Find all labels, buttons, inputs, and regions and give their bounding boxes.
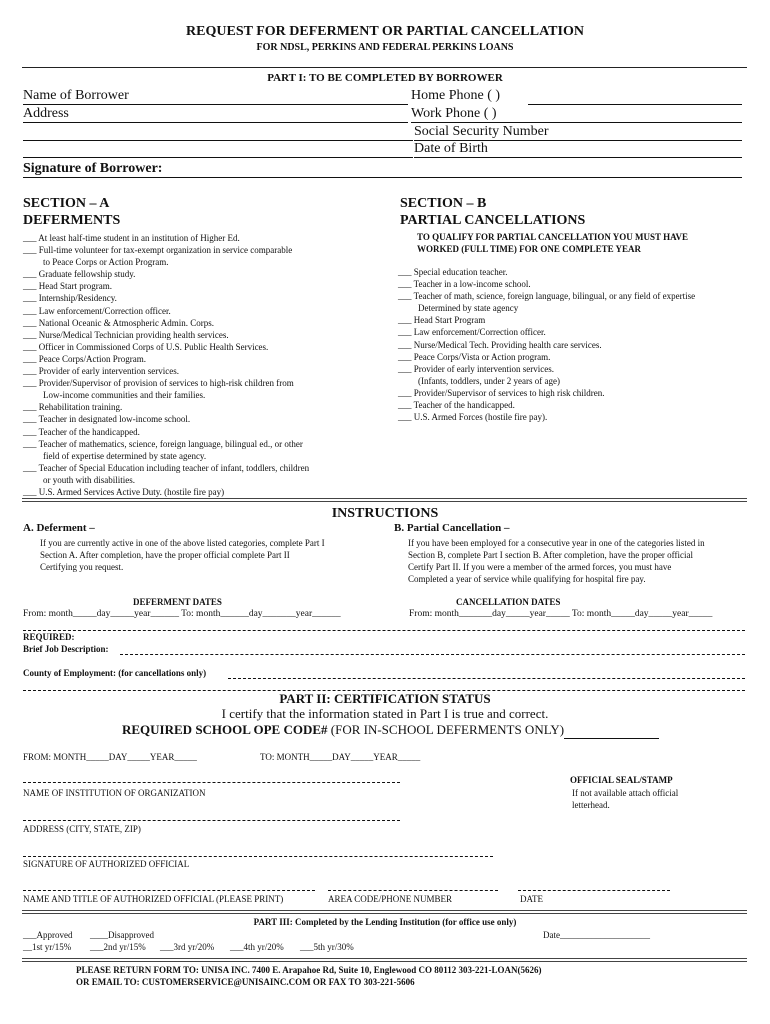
list-item: or youth with disabilities. [43, 474, 135, 485]
job-description-field[interactable] [120, 654, 745, 655]
phone-field[interactable] [328, 890, 498, 891]
date-field[interactable] [518, 890, 670, 891]
list-item[interactable]: ___ Provider of early intervention services. [398, 363, 554, 374]
list-item[interactable]: ___ Head Start Program [398, 315, 486, 326]
seal-title: OFFICIAL SEAL/STAMP [570, 775, 673, 785]
phone-label: AREA CODE/PHONE NUMBER [328, 894, 453, 904]
address-label: Address [23, 106, 69, 121]
list-item[interactable]: ___ Law enforcement/Correction officer. [398, 327, 546, 338]
rule [23, 630, 745, 631]
disapproved-checkbox[interactable]: ____Disapproved [90, 930, 154, 940]
list-item: to Peace Corps or Action Program. [43, 257, 169, 268]
address-field-official[interactable] [23, 820, 400, 821]
list-item[interactable]: ___ Provider/Supervisor of services to high risk children. [398, 387, 605, 398]
return-address: PLEASE RETURN FORM TO: UNISA INC. 7400 E. Arapahoe Rd, Suite 10, Englewood CO 80112 303-221-LOAN(5626) [76, 965, 542, 975]
part3-date-field[interactable]: Date____________________ [543, 930, 650, 940]
county-label: County of Employment: (for cancellations only) [23, 668, 207, 678]
list-item: (Infants, toddlers, under 2 years of age) [418, 375, 560, 386]
approved-checkbox[interactable]: ___Approved [23, 930, 73, 940]
instruction-line: If you are currently active in one of the above listed categories, complete Part I [40, 538, 325, 548]
cert-from-field[interactable]: FROM: MONTH_____DAY_____YEAR_____ [23, 752, 197, 762]
list-item[interactable]: ___ Teacher of math, science, foreign language, bilingual, or any field of expertise [398, 291, 696, 302]
seal-note: letterhead. [572, 800, 610, 810]
ope-code-note: (FOR IN-SCHOOL DEFERMENTS ONLY) [327, 722, 565, 737]
instructions-title: INSTRUCTIONS [331, 506, 439, 521]
list-item[interactable]: ___ Peace Corps/Action Program. [23, 353, 146, 364]
address-line3-field[interactable] [23, 157, 413, 158]
institution-label: NAME OF INSTITUTION OF ORGANIZATION [23, 788, 206, 798]
deferment-instr-title: A. Deferment – [23, 522, 95, 534]
section-a-list [23, 232, 309, 498]
work-phone-label: Work Phone ( ) [411, 106, 497, 121]
list-item[interactable]: ___ Teacher in designated low-income school. [23, 414, 191, 425]
address-field[interactable] [23, 122, 408, 123]
cert-to-field[interactable]: TO: MONTH_____DAY_____YEAR_____ [260, 752, 421, 762]
list-item[interactable]: ___ Nurse/Medical Tech. Providing health care services. [398, 339, 602, 350]
address-line2-field[interactable] [23, 140, 413, 141]
ssn-label: Social Security Number [414, 124, 549, 139]
instruction-line: If you have been employed for a consecutive year in one of the categories listed in [408, 538, 705, 548]
official-name-label: NAME AND TITLE OF AUTHORIZED OFFICIAL (PLEASE PRINT) [23, 894, 284, 904]
required-label: REQUIRED: [23, 632, 75, 642]
signature-field[interactable] [23, 177, 742, 178]
signature-label: Signature of Borrower: [23, 161, 163, 176]
year-2-checkbox[interactable]: ___2nd yr/15% [90, 942, 146, 952]
instruction-line: Completed a year of service while qualifying for hospital fire pay. [408, 574, 646, 584]
part1-heading: PART I: TO BE COMPLETED BY BORROWER [267, 72, 503, 84]
divider [22, 958, 747, 962]
list-item[interactable]: ___ Peace Corps/Vista or Action program. [398, 351, 551, 362]
borrower-name-field[interactable] [23, 104, 408, 105]
list-item[interactable]: ___ Teacher of the handicapped. [398, 400, 515, 411]
list-item[interactable]: ___ Graduate fellowship study. [23, 269, 136, 280]
list-item[interactable]: ___ Teacher of mathematics, science, foreign language, bilingual ed., or other [23, 438, 303, 449]
ope-code-label: REQUIRED SCHOOL OPE CODE# [122, 722, 328, 737]
home-phone-field[interactable] [528, 104, 742, 105]
dob-field[interactable] [414, 157, 742, 158]
list-item[interactable]: ___ Provider/Supervisor of provision of services to high-risk children from [23, 378, 294, 389]
seal-note: If not available attach official [572, 788, 679, 798]
job-description-label: Brief Job Description: [23, 644, 109, 654]
divider [22, 67, 747, 68]
instruction-line: Section B, complete Part I section B. After completion, have the proper official [408, 550, 694, 560]
list-item[interactable]: ___ Law enforcement/Correction officer. [23, 305, 171, 316]
official-signature-field[interactable] [23, 856, 493, 857]
year-5-checkbox[interactable]: ___5th yr/30% [300, 942, 354, 952]
work-phone-field[interactable] [411, 122, 742, 123]
list-item[interactable]: ___ Head Start program. [23, 281, 112, 292]
list-item[interactable]: ___ U.S. Armed Services Active Duty. (hostile fire pay) [23, 486, 225, 497]
cancellation-instructions [408, 537, 705, 585]
list-item[interactable]: ___ At least half-time student in an institution of Higher Ed. [23, 233, 240, 243]
list-item: field of expertise determined by state agency. [43, 450, 207, 461]
list-item[interactable]: ___ U.S. Armed Forces (hostile fire pay). [398, 412, 548, 423]
deferment-dates-field[interactable]: From: month_____day_____year______ To: month______day_______year______ [23, 609, 341, 619]
ope-code-line [122, 722, 659, 739]
list-item[interactable]: ___ Provider of early intervention services. [23, 366, 179, 377]
form-subtitle: FOR NDSL, PERKINS AND FEDERAL PERKINS LOANS [256, 42, 514, 53]
deferment-instructions [40, 537, 325, 573]
home-phone-label: Home Phone ( ) [411, 88, 501, 103]
divider [22, 910, 747, 914]
list-item[interactable]: ___ Teacher of Special Education including teacher of infant, toddlers, children [23, 462, 310, 473]
qualify-note: WORKED (FULL TIME) FOR ONE COMPLETE YEAR [417, 244, 642, 254]
divider [22, 498, 747, 502]
section-b-list [398, 266, 695, 423]
form-title: REQUEST FOR DEFERMENT OR PARTIAL CANCELLATION [186, 24, 584, 39]
year-1-checkbox[interactable]: __1st yr/15% [23, 942, 72, 952]
official-signature-label: SIGNATURE OF AUTHORIZED OFFICIAL [23, 859, 190, 869]
dob-label: Date of Birth [414, 141, 488, 156]
official-address-label: ADDRESS (CITY, STATE, ZIP) [23, 824, 141, 834]
return-contact: OR EMAIL TO: CUSTOMERSERVICE@UNISAINC.COM OR FAX TO 303-221-5606 [76, 977, 415, 987]
date-label: DATE [520, 894, 543, 904]
list-item[interactable]: ___ Teacher of the handicapped. [23, 426, 140, 437]
list-item[interactable]: ___ Internship/Residency. [23, 293, 117, 304]
part3-heading: PART III: Completed by the Lending Institution (for office use only) [253, 917, 517, 927]
cancellation-dates-title: CANCELLATION DATES [456, 597, 561, 607]
instruction-line: Section A. After completion, have the proper official complete Part II [40, 550, 290, 560]
qualify-note: TO QUALIFY FOR PARTIAL CANCELLATION YOU MUST HAVE [417, 232, 688, 242]
institution-field[interactable] [23, 782, 400, 783]
year-4-checkbox[interactable]: ___4th yr/20% [230, 942, 284, 952]
certify-statement: I certify that the information stated in Part I is true and correct. [221, 706, 549, 721]
section-a-title: SECTION – A [23, 196, 110, 211]
borrower-name-label: Name of Borrower [23, 88, 129, 103]
list-item[interactable]: ___ Full-time volunteer for tax-exempt organization in service comparable [23, 245, 293, 256]
official-name-field[interactable] [23, 890, 315, 891]
cancellation-instr-title: B. Partial Cancellation – [394, 522, 510, 534]
list-item[interactable]: ___ Teacher in a low-income school. [398, 279, 531, 290]
deferment-dates-title: DEFERMENT DATES [133, 597, 222, 607]
list-item: Determined by state agency [418, 303, 519, 314]
list-item[interactable]: ___ Nurse/Medical Technician providing health services. [23, 329, 229, 340]
year-3-checkbox[interactable]: ___3rd yr/20% [160, 942, 215, 952]
list-item[interactable]: ___ National Oceanic & Atmospheric Admin. Corps. [23, 317, 214, 328]
ope-code-field[interactable] [564, 722, 659, 739]
section-b-subtitle: PARTIAL CANCELLATIONS [400, 213, 586, 228]
instruction-line: Certify Part II. If you were a member of the armed forces, you must have [408, 562, 672, 572]
instruction-line: Certifying you request. [40, 562, 124, 572]
list-item: Low-income communities and their families. [43, 390, 206, 401]
cancellation-dates-field[interactable]: From: month_______day_____year_____ To: month_____day_____year_____ [409, 609, 713, 619]
part2-heading: PART II: CERTIFICATION STATUS [279, 691, 491, 706]
section-b-title: SECTION – B [400, 196, 487, 211]
section-a-subtitle: DEFERMENTS [23, 213, 121, 228]
list-item[interactable]: ___ Officer in Commissioned Corps of U.S. Public Health Services. [23, 341, 269, 352]
list-item[interactable]: ___ Special education teacher. [398, 267, 508, 277]
list-item[interactable]: ___ Rehabilitation training. [23, 402, 123, 413]
county-field[interactable] [228, 678, 745, 679]
